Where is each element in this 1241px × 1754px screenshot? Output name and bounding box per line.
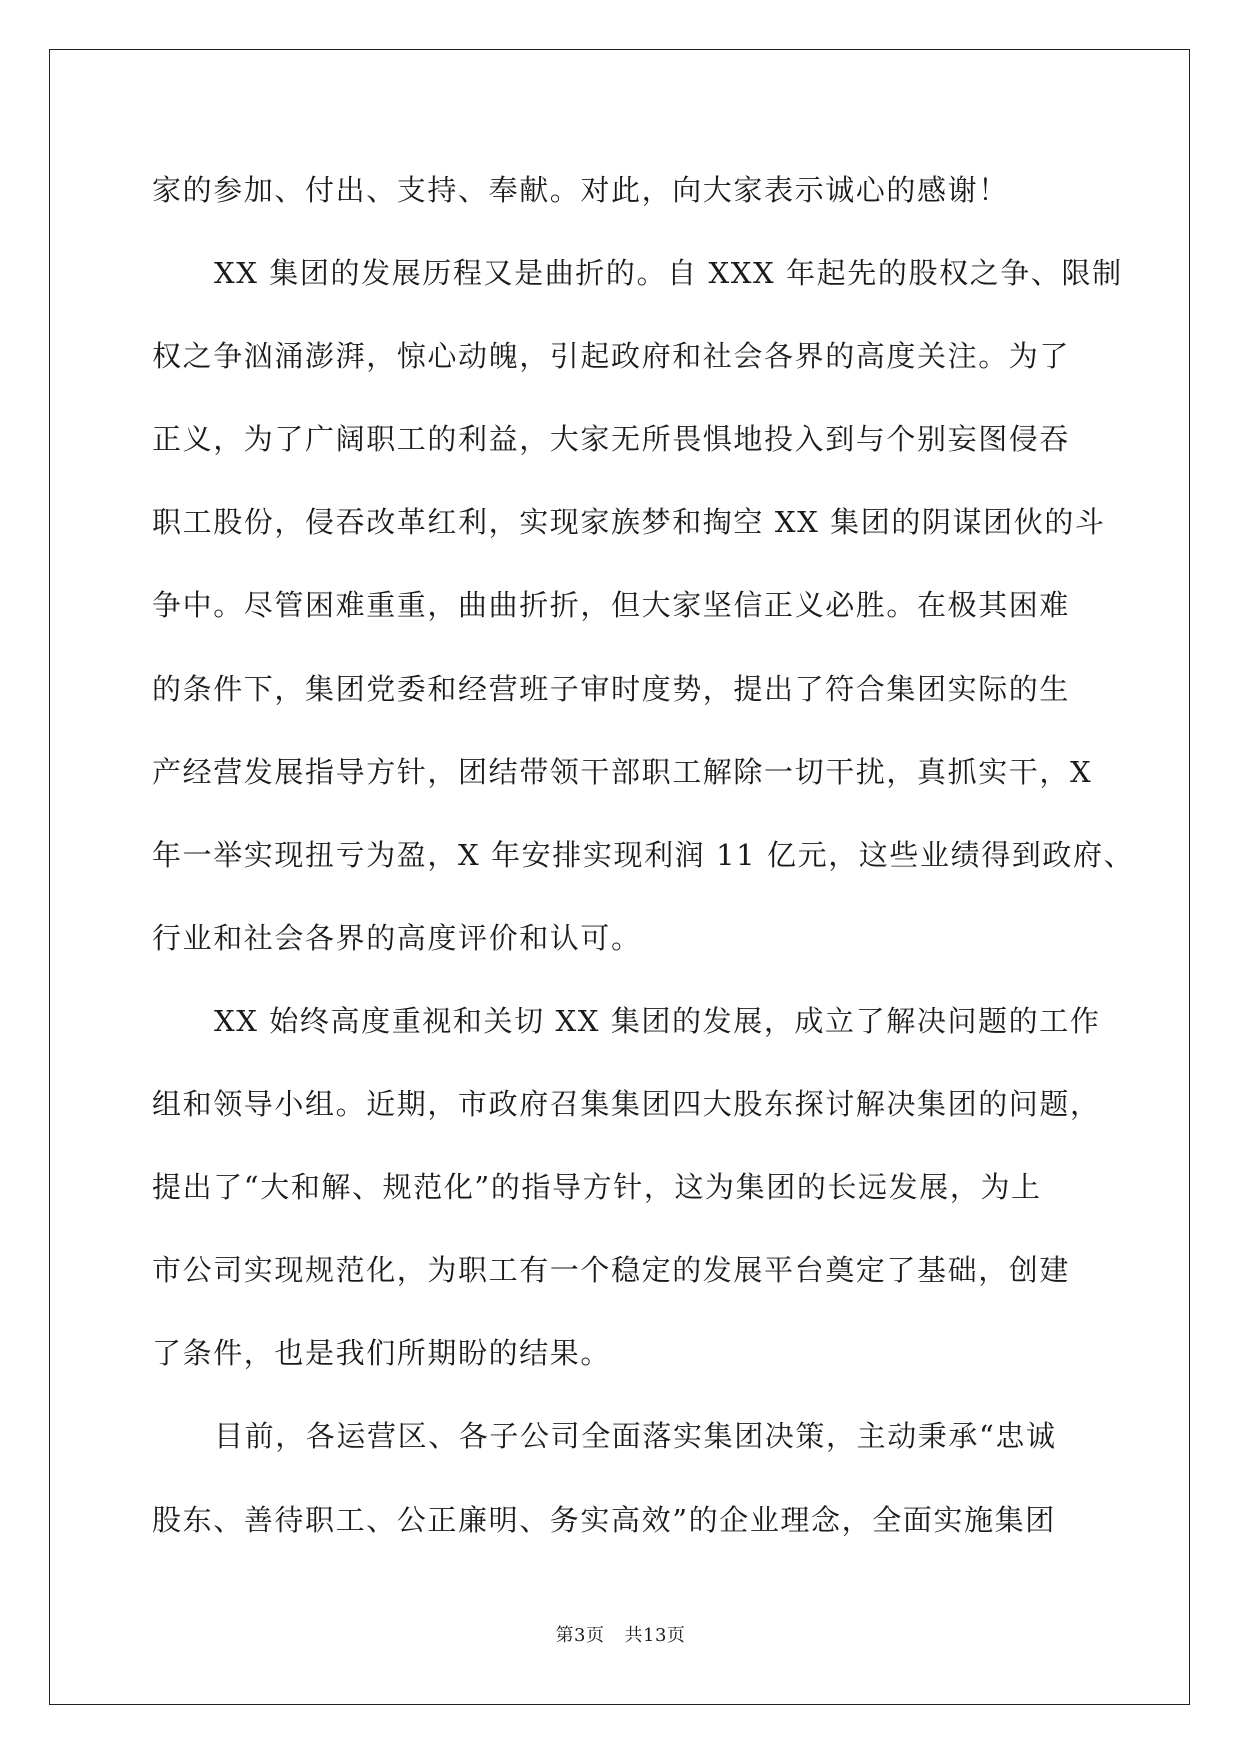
page-number: 第3页	[555, 1625, 605, 1646]
document-body	[152, 160, 1135, 1573]
text-line: 家的参加、付出、支持、奉献。对此，向大家表示诚心的感谢！	[152, 173, 1009, 207]
page-footer	[0, 1621, 1241, 1647]
text-line: 提出了“大和解、规范化”的指导方针，这为集团的长远发展，为上	[152, 1170, 1042, 1205]
text-line: 年一举实现扭亏为盈，X 年安排实现利润 11 亿元，这些业绩得到政府、	[152, 837, 1135, 872]
text-line: 市公司实现规范化，为职工有一个稳定的发展平台奠定了基础，创建	[152, 1253, 1071, 1288]
page-total: 共13页	[624, 1625, 686, 1646]
text-line: 股东、善待职工、公正廉明、务实高效”的企业理念，全面实施集团	[152, 1502, 1056, 1537]
text-line: 的条件下，集团党委和经营班子审时度势，提出了符合集团实际的生	[152, 671, 1071, 706]
text-line: XX 集团的发展历程又是曲折的。自 XXX 年起先的股权之争、限制	[214, 256, 1123, 291]
text-line: 正义，为了广阔职工的利益，大家无所畏惧地投入到与个别妄图侵吞	[152, 422, 1071, 457]
text-line: 争中。尽管困难重重，曲曲折折，但大家坚信正义必胜。在极其困难	[152, 588, 1071, 623]
text-line: 组和领导小组。近期，市政府召集集团四大股东探讨解决集团的问题，	[152, 1087, 1101, 1122]
text-line: 产经营发展指导方针，团结带领干部职工解除一切干扰，真抓实干，X	[152, 754, 1093, 789]
text-line: 目前，各运营区、各子公司全面落实集团决策，主动秉承“忠诚	[214, 1419, 1057, 1454]
text-line: XX 始终高度重视和关切 XX 集团的发展，成立了解决问题的工作	[214, 1003, 1101, 1038]
text-line: 职工股份，侵吞改革红利，实现家族梦和掏空 XX 集团的阴谋团伙的斗	[152, 505, 1106, 540]
text-line: 权之争汹涌澎湃，惊心动魄，引起政府和社会各界的高度关注。为了	[152, 339, 1071, 374]
text-line: 行业和社会各界的高度评价和认可。	[152, 920, 642, 955]
text-line: 了条件，也是我们所期盼的结果。	[152, 1336, 612, 1371]
